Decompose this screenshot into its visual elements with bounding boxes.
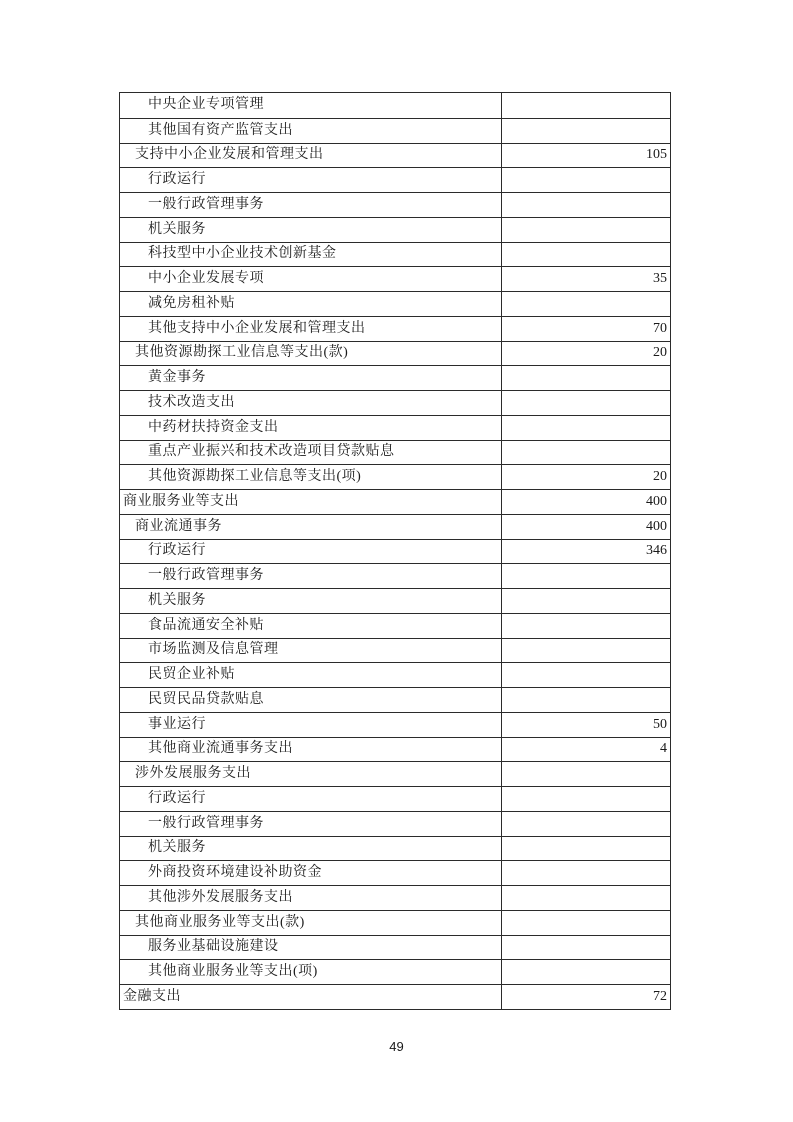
table-row: [120, 959, 670, 984]
row-label: 民贸企业补贴: [120, 663, 502, 687]
row-label: 其他资源勘探工业信息等支出(款): [120, 342, 502, 366]
row-label: 其他国有资产监管支出: [120, 119, 502, 143]
row-value: [502, 812, 670, 836]
row-label: 涉外发展服务支出: [120, 762, 502, 786]
table-row: [120, 613, 670, 638]
row-label: 外商投资环境建设补助资金: [120, 861, 502, 885]
row-value: [502, 416, 670, 440]
row-label: 中央企业专项管理: [120, 93, 502, 118]
row-label: 一般行政管理事务: [120, 564, 502, 588]
table-row: [120, 563, 670, 588]
row-value: [502, 911, 670, 935]
row-value: [502, 391, 670, 415]
table-row: [120, 984, 670, 1009]
row-label: 其他支持中小企业发展和管理支出: [120, 317, 502, 341]
row-value: [502, 564, 670, 588]
row-label: 其他资源勘探工业信息等支出(项): [120, 465, 502, 489]
row-value: 72: [653, 988, 667, 1004]
row-value: [502, 119, 670, 143]
row-label: 行政运行: [120, 787, 502, 811]
table-row: [120, 885, 670, 910]
table-row: [120, 687, 670, 712]
row-value: 20: [653, 469, 667, 485]
table-row: [120, 489, 670, 514]
table-row: [120, 910, 670, 935]
row-value: 346: [646, 543, 667, 559]
row-label: 市场监测及信息管理: [120, 639, 502, 663]
row-label: 技术改造支出: [120, 391, 502, 415]
row-label: 科技型中小企业技术创新基金: [120, 243, 502, 267]
row-label: 其他涉外发展服务支出: [120, 886, 502, 910]
table-row: [120, 786, 670, 811]
table-row: [120, 93, 670, 118]
table-row: [120, 143, 670, 168]
row-label: 商业服务业等支出: [120, 490, 502, 514]
row-value: [502, 960, 670, 984]
row-label: 服务业基础设施建设: [120, 936, 502, 960]
table-row: [120, 266, 670, 291]
row-label: 其他商业服务业等支出(款): [120, 911, 502, 935]
row-value: [502, 886, 670, 910]
budget-table: [119, 92, 671, 1010]
table-row: [120, 118, 670, 143]
row-value: 70: [653, 320, 667, 336]
row-label: 机关服务: [120, 589, 502, 613]
table-row: [120, 662, 670, 687]
row-value: [502, 663, 670, 687]
table-row: [120, 588, 670, 613]
table-row: [120, 539, 670, 564]
table-row: [120, 415, 670, 440]
row-value: 35: [653, 271, 667, 287]
page-number: 49: [389, 1039, 404, 1054]
row-label: 食品流通安全补贴: [120, 614, 502, 638]
table-row: [120, 390, 670, 415]
table-row: [120, 217, 670, 242]
row-label: 机关服务: [120, 218, 502, 242]
table-row: [120, 761, 670, 786]
row-label: 事业运行: [120, 713, 502, 737]
table-row: [120, 316, 670, 341]
row-value: [502, 861, 670, 885]
row-value: [502, 93, 670, 118]
table-row: [120, 365, 670, 390]
table-row: [120, 167, 670, 192]
table-row: [120, 440, 670, 465]
row-value: [502, 762, 670, 786]
row-label: 行政运行: [120, 168, 502, 192]
row-label: 中药材扶持资金支出: [120, 416, 502, 440]
row-value: 20: [653, 345, 667, 361]
row-label: 其他商业服务业等支出(项): [120, 960, 502, 984]
table-row: [120, 192, 670, 217]
table-row: [120, 836, 670, 861]
row-value: [502, 787, 670, 811]
row-label: 支持中小企业发展和管理支出: [120, 144, 502, 168]
row-label: 机关服务: [120, 837, 502, 861]
row-value: [502, 168, 670, 192]
table-row: [120, 514, 670, 539]
row-label: 其他商业流通事务支出: [120, 738, 502, 762]
row-label: 一般行政管理事务: [120, 193, 502, 217]
row-value: [502, 936, 670, 960]
row-label: 民贸民品贷款贴息: [120, 688, 502, 712]
row-label: 重点产业振兴和技术改造项目贷款贴息: [120, 441, 502, 465]
table-row: [120, 638, 670, 663]
row-value: 105: [646, 147, 667, 163]
row-value: [502, 639, 670, 663]
row-value: 50: [653, 716, 667, 732]
row-value: [502, 614, 670, 638]
row-value: [502, 837, 670, 861]
table-row: [120, 860, 670, 885]
row-value: [502, 441, 670, 465]
row-label: 中小企业发展专项: [120, 267, 502, 291]
table-row: [120, 291, 670, 316]
table-row: [120, 935, 670, 960]
table-row: [120, 242, 670, 267]
row-label: 行政运行: [120, 540, 502, 564]
row-value: [502, 292, 670, 316]
table-row: [120, 341, 670, 366]
row-value: [502, 193, 670, 217]
row-value: [502, 688, 670, 712]
row-label: 黄金事务: [120, 366, 502, 390]
row-value: 400: [646, 493, 667, 509]
table-row: [120, 737, 670, 762]
row-value: 400: [646, 518, 667, 534]
row-value: 4: [660, 741, 667, 757]
table-row: [120, 464, 670, 489]
row-value: [502, 243, 670, 267]
row-value: [502, 218, 670, 242]
table-row: [120, 811, 670, 836]
row-label: 商业流通事务: [120, 515, 502, 539]
table-row: [120, 712, 670, 737]
row-label: 减免房租补贴: [120, 292, 502, 316]
row-label: 一般行政管理事务: [120, 812, 502, 836]
row-value: [502, 366, 670, 390]
row-label: 金融支出: [120, 985, 502, 1009]
row-value: [502, 589, 670, 613]
